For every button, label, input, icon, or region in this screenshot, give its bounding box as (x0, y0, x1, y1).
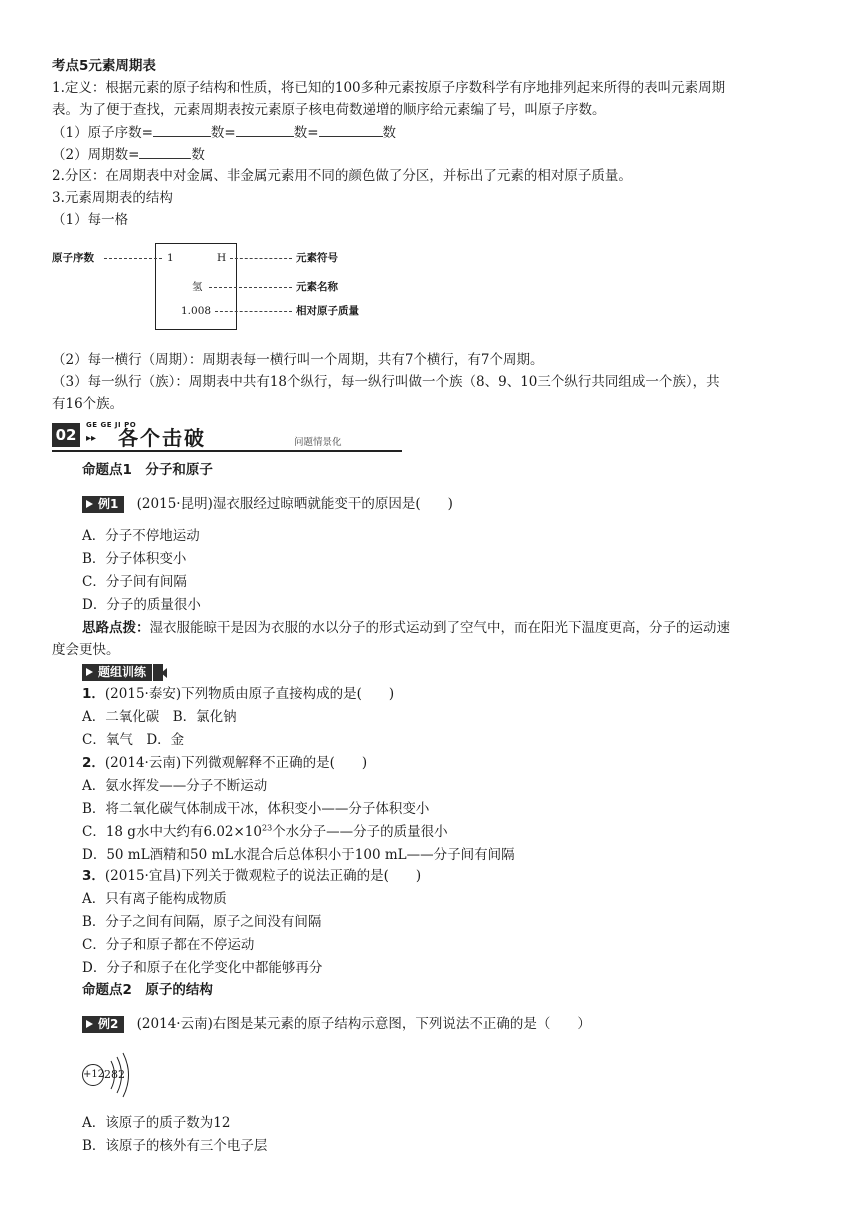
period-number-question (52, 144, 205, 165)
option: B．分子之间有间隔，原子之间没有间隔 (82, 914, 322, 930)
structure-heading: 3.元素周期表的结构 (52, 190, 173, 206)
example-1 (82, 494, 453, 514)
question-3 (82, 866, 421, 886)
option: B．分子体积变小 (82, 551, 187, 567)
partition-line: 2.分区：在周期表中对金属、非金属元素用不同的颜色做了分区，并标出了元素的相对原子质量。 (52, 168, 632, 184)
option (82, 822, 448, 842)
question-number: 3． (82, 868, 105, 884)
banner-number: 02 (52, 423, 80, 447)
q2-end: 数 (191, 147, 205, 163)
banner-subtitle: 问题情景化 (294, 437, 342, 448)
example-1-badge: 例1 (82, 496, 124, 513)
fill-blank[interactable] (153, 122, 211, 137)
label-atomic-mass: 相对原子质量 (296, 305, 359, 317)
atomic-number-question (52, 122, 396, 143)
option: A．该原子的质子数为12 (82, 1115, 231, 1131)
label-atomic-number: 原子序数 (52, 252, 94, 264)
q1-prefix: （1）原子序数= (52, 125, 153, 141)
question-text: (2015·泰安)下列物质由原子直接构成的是( ) (104, 686, 395, 702)
cell-atomic-mass: 1.008 (181, 305, 212, 317)
banner-title: 各个击破 (118, 426, 206, 450)
label-element-name: 元素名称 (296, 281, 338, 293)
question-text: (2015·宜昌)下列关于微观粒子的说法正确的是( ) (104, 868, 422, 884)
section-title: 考点5元素周期表 (52, 58, 156, 74)
leader-line (230, 258, 292, 259)
period-description: （2）每一横行（周期）：周期表每一横行叫一个周期，共有7个横行，有7个周期。 (52, 352, 544, 368)
shell-electrons: 8 (111, 1068, 118, 1081)
definition-line-2: 表。为了便于查找，元素周期表按元素原子核电荷数递增的顺序给元素编了号，叫原子序数。 (52, 102, 606, 118)
option: B．将二氧化碳气体制成干冰，体积变小——分子体积变小 (82, 801, 430, 817)
option-c-text: C．18 g水中大约有6.02×10 (82, 824, 262, 840)
example-2-question: (2014·云南)右图是某元素的原子结构示意图，下列说法不正确的是（ ） (136, 1016, 591, 1032)
hint-text: 湿衣服能晾干是因为衣服的水以分子的形式运动到了空气中，而在阳光下温度更高，分子的运动速 (149, 620, 730, 636)
fill-blank[interactable] (319, 122, 383, 137)
example-1-question: (2015·昆明)湿衣服经过晾晒就能变干的原因是( ) (136, 496, 453, 512)
option: B．该原子的核外有三个电子层 (82, 1138, 268, 1154)
question-text: (2014·云南)下列微观解释不正确的是( ) (104, 755, 368, 771)
label-symbol: 元素符号 (296, 252, 338, 264)
option: C．氧气 D．金 (82, 732, 185, 748)
leader-line (215, 311, 292, 312)
section-banner (52, 421, 402, 453)
double-arrow-icon: ▸▸ (86, 433, 97, 444)
option: D．50 mL酒精和50 mL水混合后总体积小于100 mL——分子间有间隔 (82, 847, 515, 863)
shell-electrons: 2 (104, 1068, 111, 1081)
option: D．分子的质量很小 (82, 597, 201, 613)
cell-element-name: 氢 (192, 281, 203, 293)
topic-2-title: 命题点2 原子的结构 (82, 982, 213, 998)
option: A．分子不停地运动 (82, 528, 200, 544)
definition-line-1: 1.定义：根据元素的原子结构和性质，将已知的100多种元素按原子序数科学有序地排列起来所得的表叫元素周期 (52, 80, 726, 96)
q2-prefix: （2）周期数= (52, 147, 140, 163)
exponent: 23 (262, 823, 273, 833)
practice-badge: 题组训练 (82, 664, 152, 681)
option: C．分子和原子都在不停运动 (82, 937, 255, 953)
q1-end: 数 (382, 125, 397, 141)
practice-heading (82, 662, 163, 682)
option-c-text-end: 个水分子——分子的质量很小 (272, 824, 448, 840)
example-2 (82, 1014, 591, 1034)
left-triangle-icon (161, 668, 167, 678)
question-number: 2． (82, 755, 105, 771)
question-number: 1． (82, 686, 105, 702)
question-1 (82, 684, 394, 704)
q1-mid-2: 数= (293, 125, 319, 141)
group-description-1: （3）每一纵行（族）：周期表中共有18个纵行，每一纵行叫做一个族（8、9、10三个纵行共同组成一个族），共 (52, 374, 720, 390)
cell-symbol: H (217, 252, 227, 264)
option: C．分子间有间隔 (82, 574, 187, 590)
leader-line (104, 258, 162, 259)
hint-line-1 (82, 618, 730, 638)
banner-underline (52, 450, 402, 452)
nucleus-charge: +12 (83, 1069, 105, 1080)
option: A．氨水挥发——分子不断运动 (82, 778, 268, 794)
example-2-badge: 例2 (82, 1016, 124, 1033)
hint-line-2: 度会更快。 (52, 642, 120, 658)
group-description-2: 有16个族。 (52, 396, 124, 412)
shell-electrons: 2 (118, 1068, 125, 1081)
leader-line (209, 287, 292, 288)
option: D．分子和原子在化学变化中都能够再分 (82, 960, 323, 976)
option: A．二氧化碳 B．氯化钠 (82, 709, 237, 725)
fill-blank[interactable] (236, 122, 294, 137)
cell-atomic-number: 1 (167, 252, 174, 264)
q1-mid-1: 数= (210, 125, 236, 141)
atom-structure-diagram (80, 1048, 170, 1098)
question-2 (82, 753, 367, 773)
hint-label: 思路点拨： (82, 620, 150, 636)
option: A．只有离子能构成物质 (82, 891, 227, 907)
topic-1-title: 命题点1 分子和原子 (82, 462, 213, 478)
each-cell-heading: （1）每一格 (52, 212, 129, 228)
banner-pinyin: GE GE JI PO (86, 421, 137, 429)
fill-blank[interactable] (139, 144, 191, 159)
